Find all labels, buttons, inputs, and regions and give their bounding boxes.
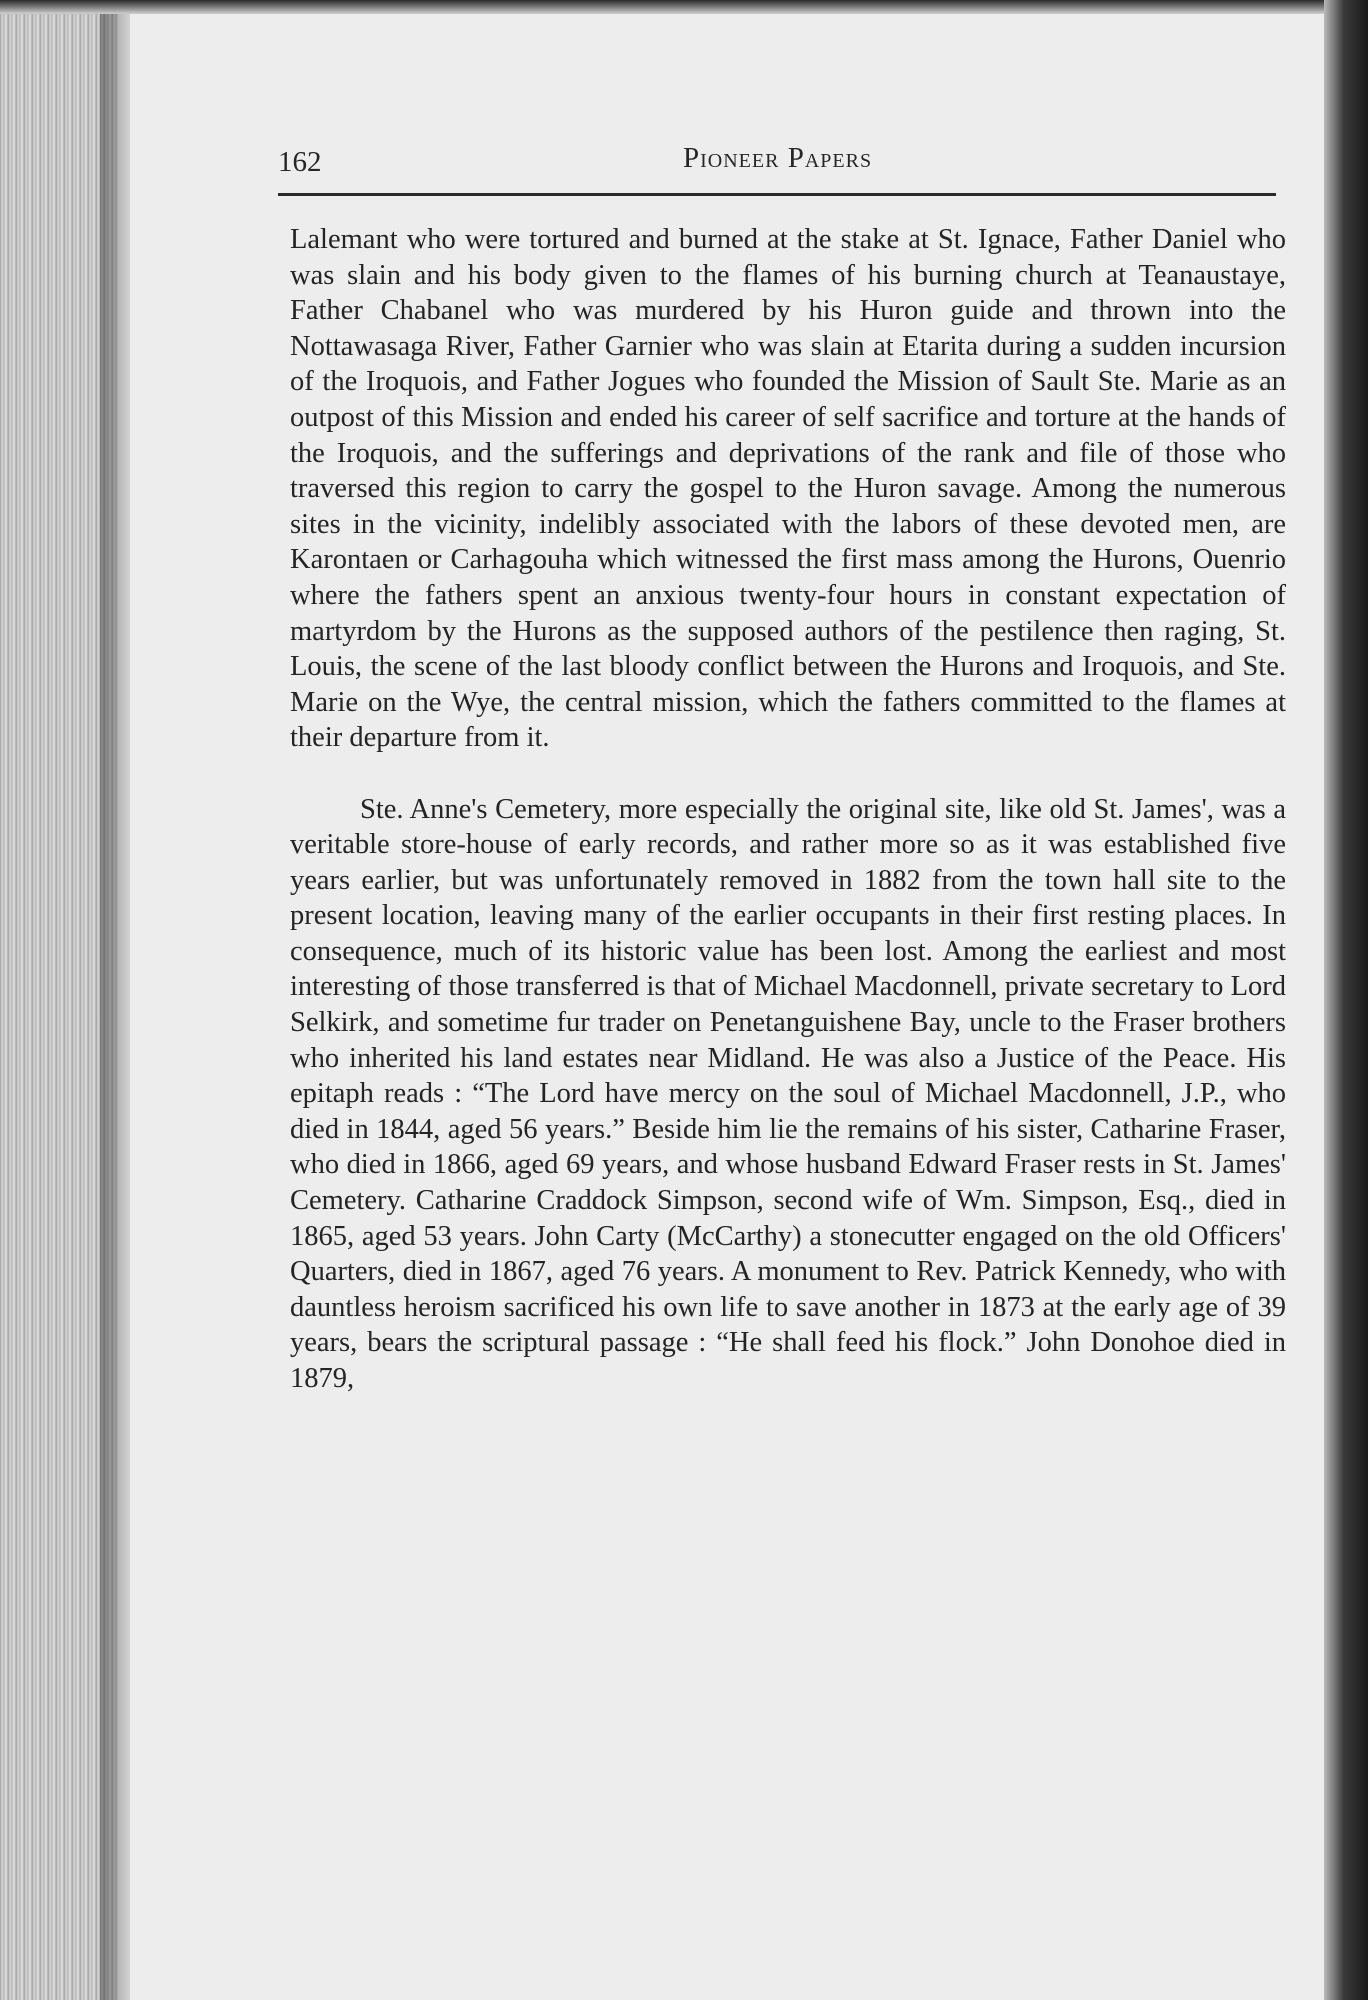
- right-scan-border: [1324, 0, 1368, 2000]
- paragraph: Lalemant who were tortured and burned at the stake at St. Ignace, Father Daniel who was slain and his body given to the flames of his burning church at Teanaustaye, Father Chabanel who was murdered by his Huron guide and thrown into the Nottawasaga River, Father Garnier who was slain at Etarita during a sudden incursion of the Iroquois, and Father Jogues who founded the Mission of Sault Ste. Marie as an outpost of this Mission and ended his career of self sacrifice and torture at the hands of the Iroquois, and the sufferings and deprivations of the rank and file of those who traversed this region to carry the gospel to the Huron savage. Among the numerous sites in the vicinity, indelibly associated with the labors of these devoted men, are Karontaen or Carhagouha which witnessed the first mass among the Hurons, Ouenrio where the fathers spent an anxious twenty-four hours in constant expectation of martyrdom by the Hurons as the supposed authors of the pestilence then raging, St. Louis, the scene of the last bloody conflict between the Hurons and Iroquois, and Ste. Marie on the Wye, the central mission, which the fathers committed to the flames at their departure from it.: [290, 224, 1286, 754]
- body-text: [290, 222, 1286, 1397]
- page-number: 162: [278, 146, 322, 178]
- page-header: [278, 140, 1278, 190]
- paragraph: Ste. Anne's Cemetery, more especially the original site, like old St. James', was a veritable store-house of early records, and rather more so as it was established five years earlier, but was unfortunately removed in 1882 from the town hall site to the present location, leaving many of the earlier occupants in their first resting places. In consequence, much of its historic value has been lost. Among the earliest and most interesting of those transferred is that of Michael Macdonnell, private secretary to Lord Selkirk, and sometime fur trader on Penetanguishene Bay, uncle to the Fraser brothers who inherited his land estates near Midland. He was also a Justice of the Peace. His epitaph reads : “The Lord have mercy on the soul of Michael Macdonnell, J.P., who died in 1844, aged 56 years.” Beside him lie the remains of his sister, Catharine Fraser, who died in 1866, aged 69 years, and whose husband Edward Fraser rests in St. James' Cemetery. Catharine Craddock Simpson, second wife of Wm. Simpson, Esq., died in 1865, aged 53 years. John Carty (McCarthy) a stonecutter engaged on the old Officers' Quarters, died in 1867, aged 76 years. A monument to Rev. Patrick Kennedy, who with dauntless heroism sacrificed his own life to save another in 1873 at the early age of 39 years, bears the scriptural passage : “He shall feed his flock.” John Donohoe died in 1879,: [290, 793, 1286, 1394]
- header-rule: [278, 193, 1276, 196]
- top-scan-border: [0, 0, 1368, 14]
- running-head: Pioneer Papers: [683, 142, 873, 174]
